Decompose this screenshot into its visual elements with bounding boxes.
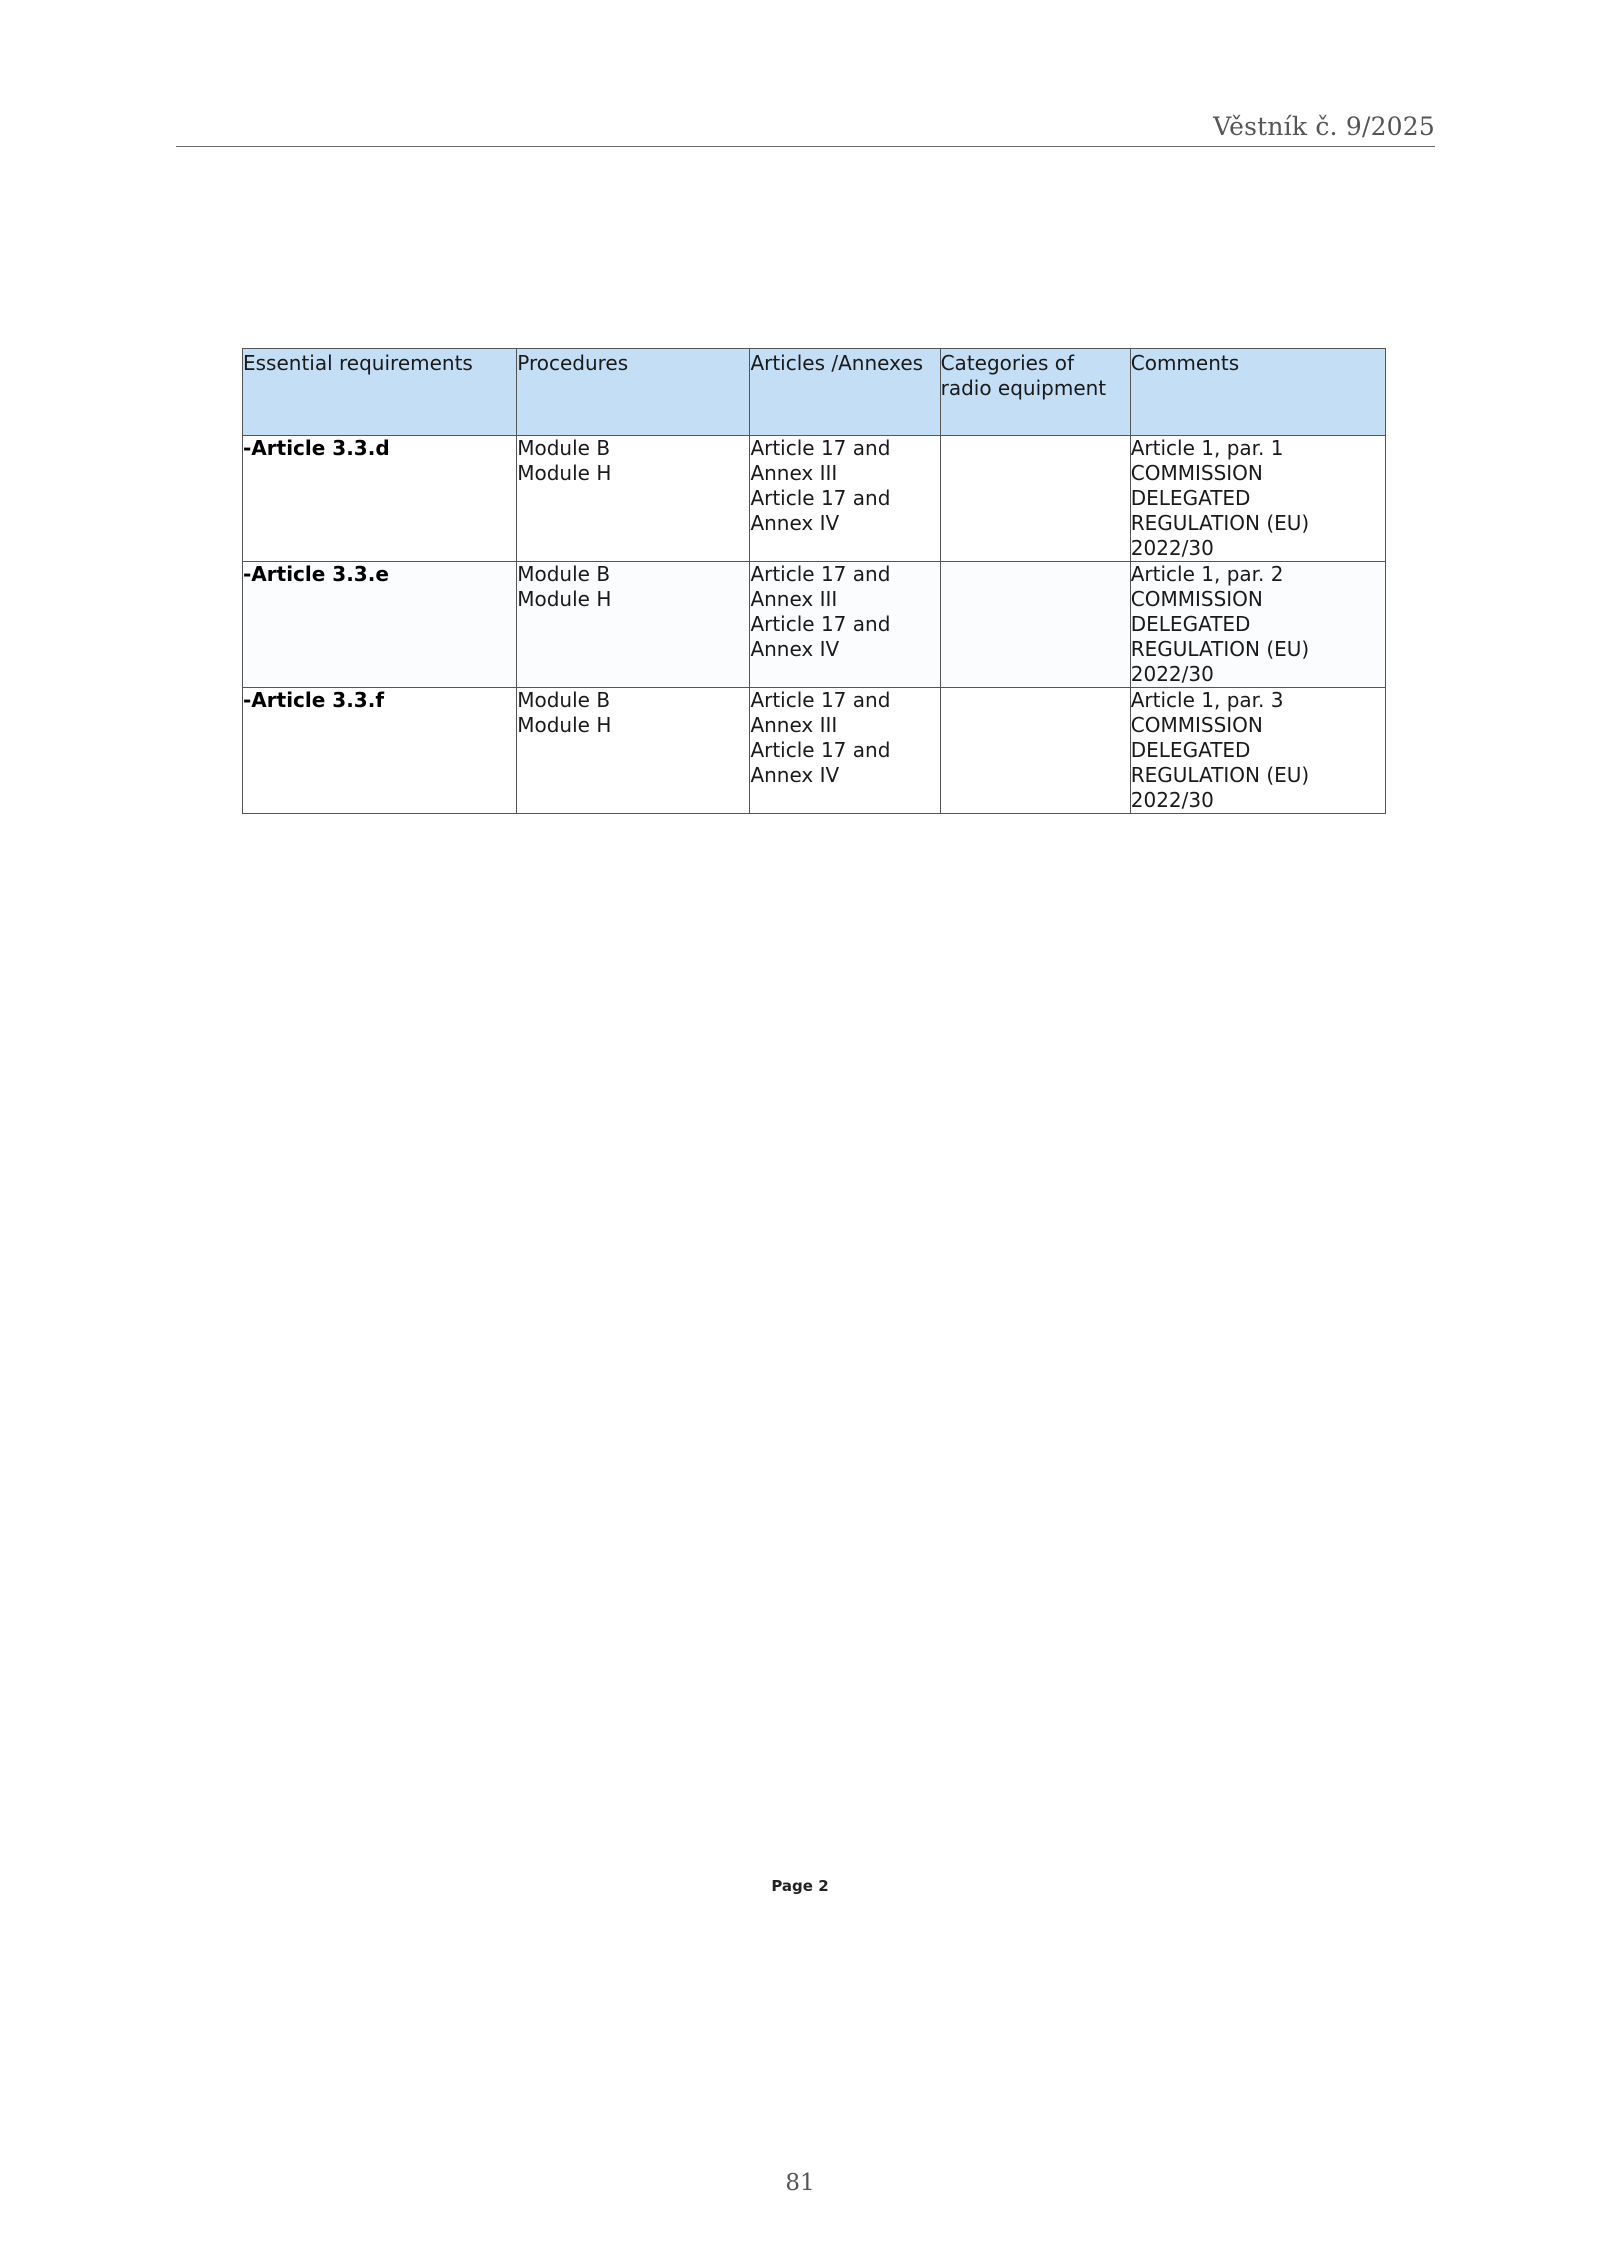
comment-line: 2022/30: [1130, 788, 1214, 812]
article-line: Article 17 and: [750, 738, 891, 762]
article-line: Article 17 and: [750, 612, 891, 636]
journal-title: Věstník č. 9/2025: [1213, 112, 1435, 141]
article-line: Annex IV: [750, 511, 840, 535]
requirement-cell: -Article 3.3.f: [243, 688, 517, 814]
comment-line: REGULATION (EU): [1130, 511, 1310, 535]
page-number: 81: [785, 2170, 815, 2196]
comment-line: Article 1, par. 2: [1130, 562, 1284, 586]
article-line: Article 17 and: [750, 436, 891, 460]
table-row: [243, 688, 1386, 814]
page-label: Page 2: [771, 1877, 829, 1895]
article-line: Annex III: [750, 461, 838, 485]
procedure-line: Module H: [517, 713, 612, 737]
comments-cell: [1130, 436, 1385, 562]
article-line: Annex IV: [750, 763, 840, 787]
comment-line: REGULATION (EU): [1130, 763, 1310, 787]
categories-cell: [940, 562, 1130, 688]
procedure-line: Module B: [517, 436, 611, 460]
table-row: [243, 562, 1386, 688]
comment-line: DELEGATED: [1130, 738, 1251, 762]
comment-line: DELEGATED: [1130, 612, 1251, 636]
requirement-cell: -Article 3.3.d: [243, 436, 517, 562]
table-header-row: [243, 349, 1386, 436]
column-header-procedures: Procedures: [517, 349, 750, 436]
categories-cell: [940, 688, 1130, 814]
procedures-cell: [517, 436, 750, 562]
requirement-cell: -Article 3.3.e: [243, 562, 517, 688]
procedures-cell: [517, 688, 750, 814]
table-row: [243, 436, 1386, 562]
requirements-table: [242, 348, 1386, 814]
procedures-cell: [517, 562, 750, 688]
procedure-line: Module B: [517, 562, 611, 586]
articles-cell: [750, 436, 940, 562]
column-header-essential-requirements: Essential requirements: [243, 349, 517, 436]
procedure-line: Module H: [517, 461, 612, 485]
comment-line: REGULATION (EU): [1130, 637, 1310, 661]
comment-line: COMMISSION: [1130, 587, 1263, 611]
procedure-line: Module B: [517, 688, 611, 712]
article-line: Annex III: [750, 587, 838, 611]
article-line: Article 17 and: [750, 486, 891, 510]
comment-line: DELEGATED: [1130, 486, 1251, 510]
comments-cell: [1130, 562, 1385, 688]
page-header: [176, 112, 1435, 147]
comments-cell: [1130, 688, 1385, 814]
comment-line: Article 1, par. 3: [1130, 688, 1284, 712]
column-header-categories: Categories of radio equipment: [940, 349, 1130, 436]
comment-line: Article 1, par. 1: [1130, 436, 1284, 460]
comment-line: 2022/30: [1130, 536, 1214, 560]
articles-cell: [750, 562, 940, 688]
comment-line: COMMISSION: [1130, 713, 1263, 737]
article-line: Annex III: [750, 713, 838, 737]
article-line: Article 17 and: [750, 688, 891, 712]
article-line: Annex IV: [750, 637, 840, 661]
procedure-line: Module H: [517, 587, 612, 611]
categories-cell: [940, 436, 1130, 562]
articles-cell: [750, 688, 940, 814]
article-line: Article 17 and: [750, 562, 891, 586]
comment-line: 2022/30: [1130, 662, 1214, 686]
column-header-articles-annexes: Articles /Annexes: [750, 349, 940, 436]
comment-line: COMMISSION: [1130, 461, 1263, 485]
column-header-comments: Comments: [1130, 349, 1385, 436]
